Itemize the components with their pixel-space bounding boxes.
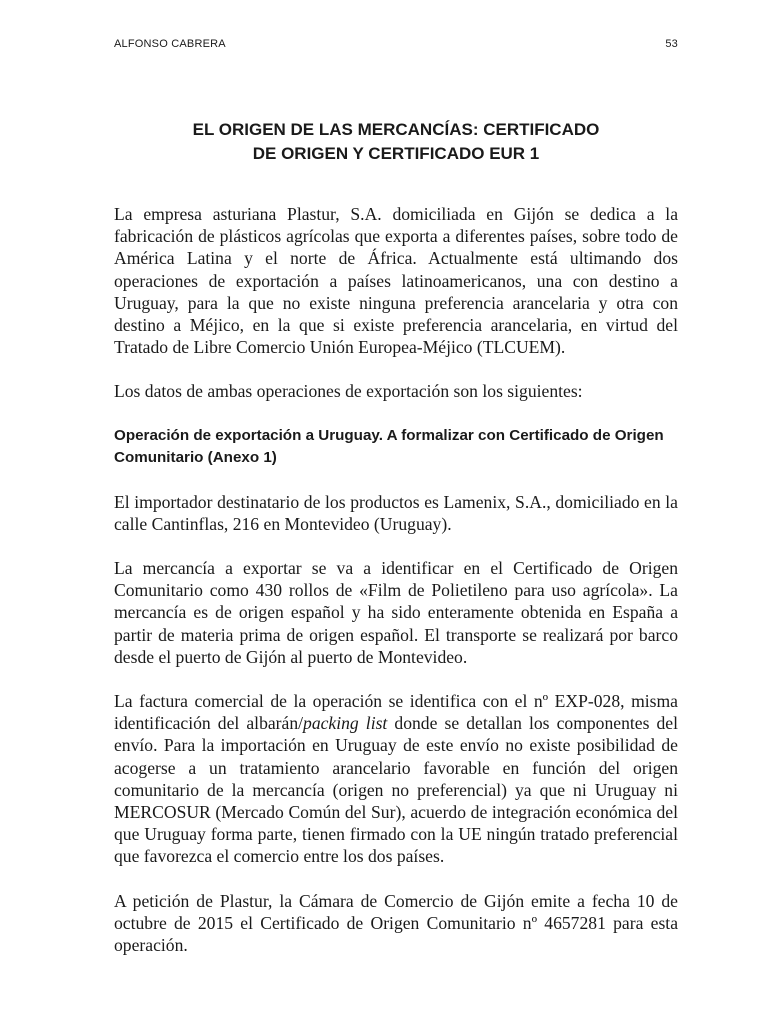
paragraph-operations-intro: Los datos de ambas operaciones de exportación son los siguientes: bbox=[114, 381, 583, 402]
running-head-author: ALFONSO CABRERA bbox=[114, 38, 226, 50]
invoice-text-italic: packing list bbox=[303, 713, 388, 734]
chapter-title bbox=[114, 118, 678, 166]
paragraph-importer: El importador destinatario de los productos es Lamenix, S.A., domiciliado en la calle Cantinflas, 216 en Montevideo (Uruguay). bbox=[114, 491, 678, 534]
paragraph-intro: La empresa asturiana Plastur, S.A. domiciliada en Gijón se dedica a la fabricación de plásticos agrícolas que exporta a diferentes países, sobre todo de América Latina y el norte de África. Actualmente está ultimando dos operaciones de exportación a países latinoamericanos, una con destino a Uruguay, para la que no existe ninguna preferencia arancelaria y otra con destino a Méjico, en la que si existe preferencia arancelaria, en virtud del Tratado de Libre Comercio Unión Europea-Méjico (TLCUEM). bbox=[114, 204, 678, 358]
chapter-title-line-2: DE ORIGEN Y CERTIFICADO EUR 1 bbox=[252, 144, 540, 163]
paragraph-merchandise: La mercancía a exportar se va a identificar en el Certificado de Origen Comunitario como 430 rollos de «Film de Polietileno para uso agrícola». La mercancía es de origen español y ha sido enteramente obtenida en España a partir de materia prima de origen español. El transporte se realizará por barco desde el puerto de Gijón al puerto de Montevideo. bbox=[114, 558, 678, 667]
section-subheading: Operación de exportación a Uruguay. A formalizar con Certificado de Origen Comunitario (Anexo 1) bbox=[114, 426, 664, 466]
running-head bbox=[114, 38, 678, 54]
body-text bbox=[114, 203, 678, 956]
paragraph-invoice bbox=[114, 690, 678, 868]
chapter-title-line-1: EL ORIGEN DE LAS MERCANCÍAS: CERTIFICADO bbox=[192, 120, 600, 139]
page-number: 53 bbox=[665, 38, 678, 50]
invoice-text-end: donde se detallan los componentes del envío. Para la importación en Uruguay de este envío no existe posibilidad de acogerse a un tratamiento arancelario favorable en función del origen comunitario de la mercancía (origen no preferencial) ya que ni Uruguay ni MERCOSUR (Mercado Común del Sur), acuerdo de integración económica del que Uruguay forma parte, tienen firmado con la UE ningún tratado preferencial que favorezca el comercio entre los dos países. bbox=[114, 713, 678, 867]
invoice-text-start: La factura comercial de la operación se identifica con el nº EXP-028, misma identificación del albarán/ bbox=[114, 691, 678, 734]
paragraph-certificate: A petición de Plastur, la Cámara de Comercio de Gijón emite a fecha 10 de octubre de 2015 el Certificado de Origen Comunitario nº 4657281 para esta operación. bbox=[114, 890, 678, 956]
